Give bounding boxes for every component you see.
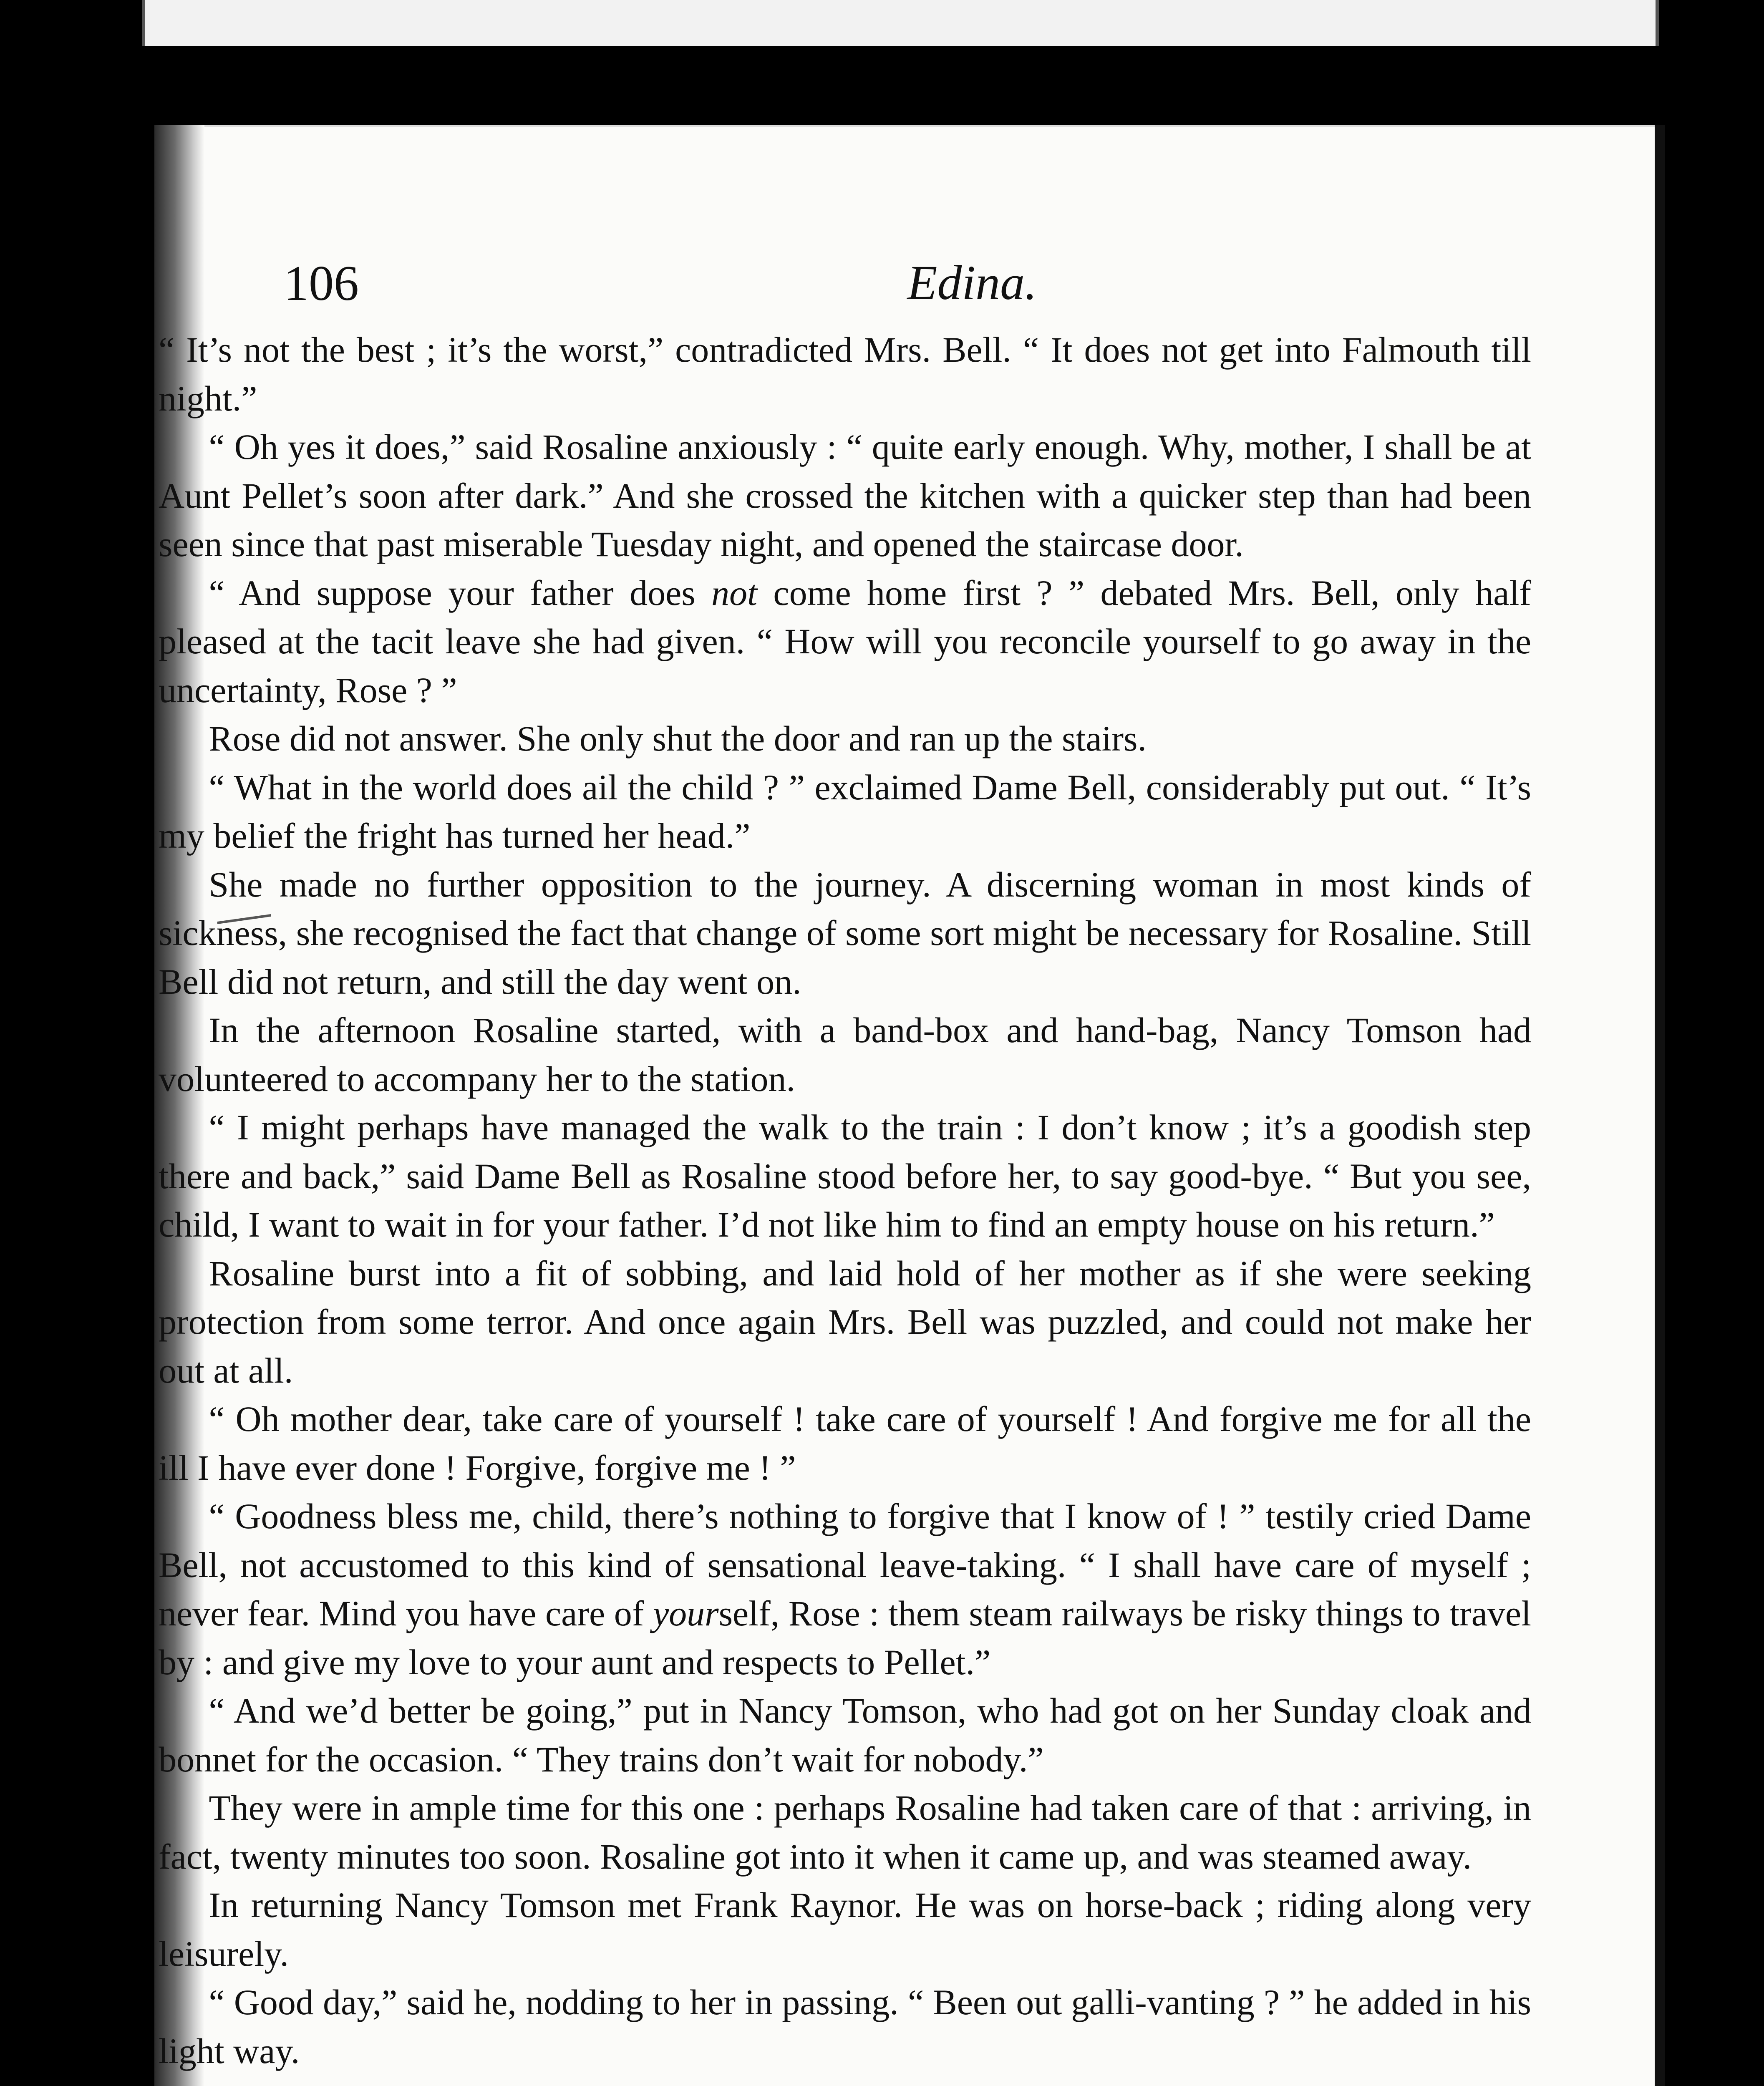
body-text [159,325,1531,2075]
running-title: Edina. [907,255,1037,310]
paragraph: Rose did not answer. She only shut the door and ran up the stairs. [209,718,1147,758]
paragraph: “ And we’d better be going,” put in Nancy Tomson, who had got on her Sunday cloak and bonnet for the occasion. “ They trains don’t wait for nobody.” [159,1690,1531,1779]
paragraph: They were in ample time for this one : perhaps Rosaline had taken care of that : arriving, in fact, twenty minutes too soon. Rosaline got into it when it came up, and was steamed away. [159,1788,1531,1877]
page-number: 106 [284,255,359,311]
paragraph: In returning Nancy Tomson met Frank Raynor. He was on horse-back ; riding along very leisurely. [159,1885,1531,1974]
previous-page-edge [142,0,1659,46]
paragraph: “ It’s not the best ; it’s the worst,” contradicted Mrs. Bell. “ It does not get into Falmouth till night.” [159,330,1531,418]
paragraph: “ I might perhaps have managed the walk to the train : I don’t know ; it’s a goodish step there and back,” said Dame Bell as Rosaline stood before her, to say good-bye. “ But you see, child, I want to wait in for your father. I’d not like him to find an empty house on his return.” [159,1107,1531,1245]
italic-emphasis: your [653,1593,719,1633]
paragraph: “ Good day,” said he, nodding to her in passing. “ Been out galli-vanting ? ” he added in his light way. [159,1982,1531,2071]
paragraph: “ Oh mother dear, take care of yourself ! take care of yourself ! And forgive me for all the ill I have ever done ! Forgive, forgive me ! ” [159,1399,1531,1488]
page-right-edge [1655,125,1665,2086]
paragraph: “ What in the world does ail the child ? ” exclaimed Dame Bell, considerably put out. “ It’s my belief the fright has turned her head.” [159,767,1531,856]
paragraph: She made no further opposition to the journey. A discerning woman in most kinds of sickness, she recognised the fact that change of some sort might be necessary for Rosaline. Still Bell did not return, and still the day went on. [159,864,1531,1002]
paragraph: “ Oh yes it does,” said Rosaline anxiously : “ quite early enough. Why, mother, I shall be at Aunt Pellet’s soon after dark.” And she crossed the kitchen with a quicker step than had been seen since that past miserable Tuesday night, and opened the staircase door. [159,427,1531,564]
paragraph [159,569,1531,715]
text-run: “ And suppose your father does [209,572,712,613]
page-header [284,254,1661,330]
text-run: come home first ? ” debated Mrs. Bell, only half pleased at the tacit leave she had given. “ How will you reconcile yourself to go away in the uncertainty, Rose ? ” [159,572,1531,710]
text-run: self, Rose : them steam railways be risky things to travel by : and give my love to your aunt and respects to Pellet.” [159,1593,1531,1682]
text-run: “ Goodness bless me, child, there’s nothing to forgive that I know of ! ” testily cried Dame Bell, not accustomed to this kind of sensational leave-taking. “ I shall have care of myself ; never fear. Mind you have care of [159,1496,1531,1633]
paragraph [159,1492,1531,1686]
italic-emphasis: not [711,572,758,613]
paragraph: Rosaline burst into a fit of sobbing, and laid hold of her mother as if she were seeking protection from some terror. And once again Mrs. Bell was puzzled, and could not make her out at all. [159,1253,1531,1391]
paragraph: In the afternoon Rosaline started, with a band-box and hand-bag, Nancy Tomson had volunteered to accompany her to the station. [159,1010,1531,1099]
